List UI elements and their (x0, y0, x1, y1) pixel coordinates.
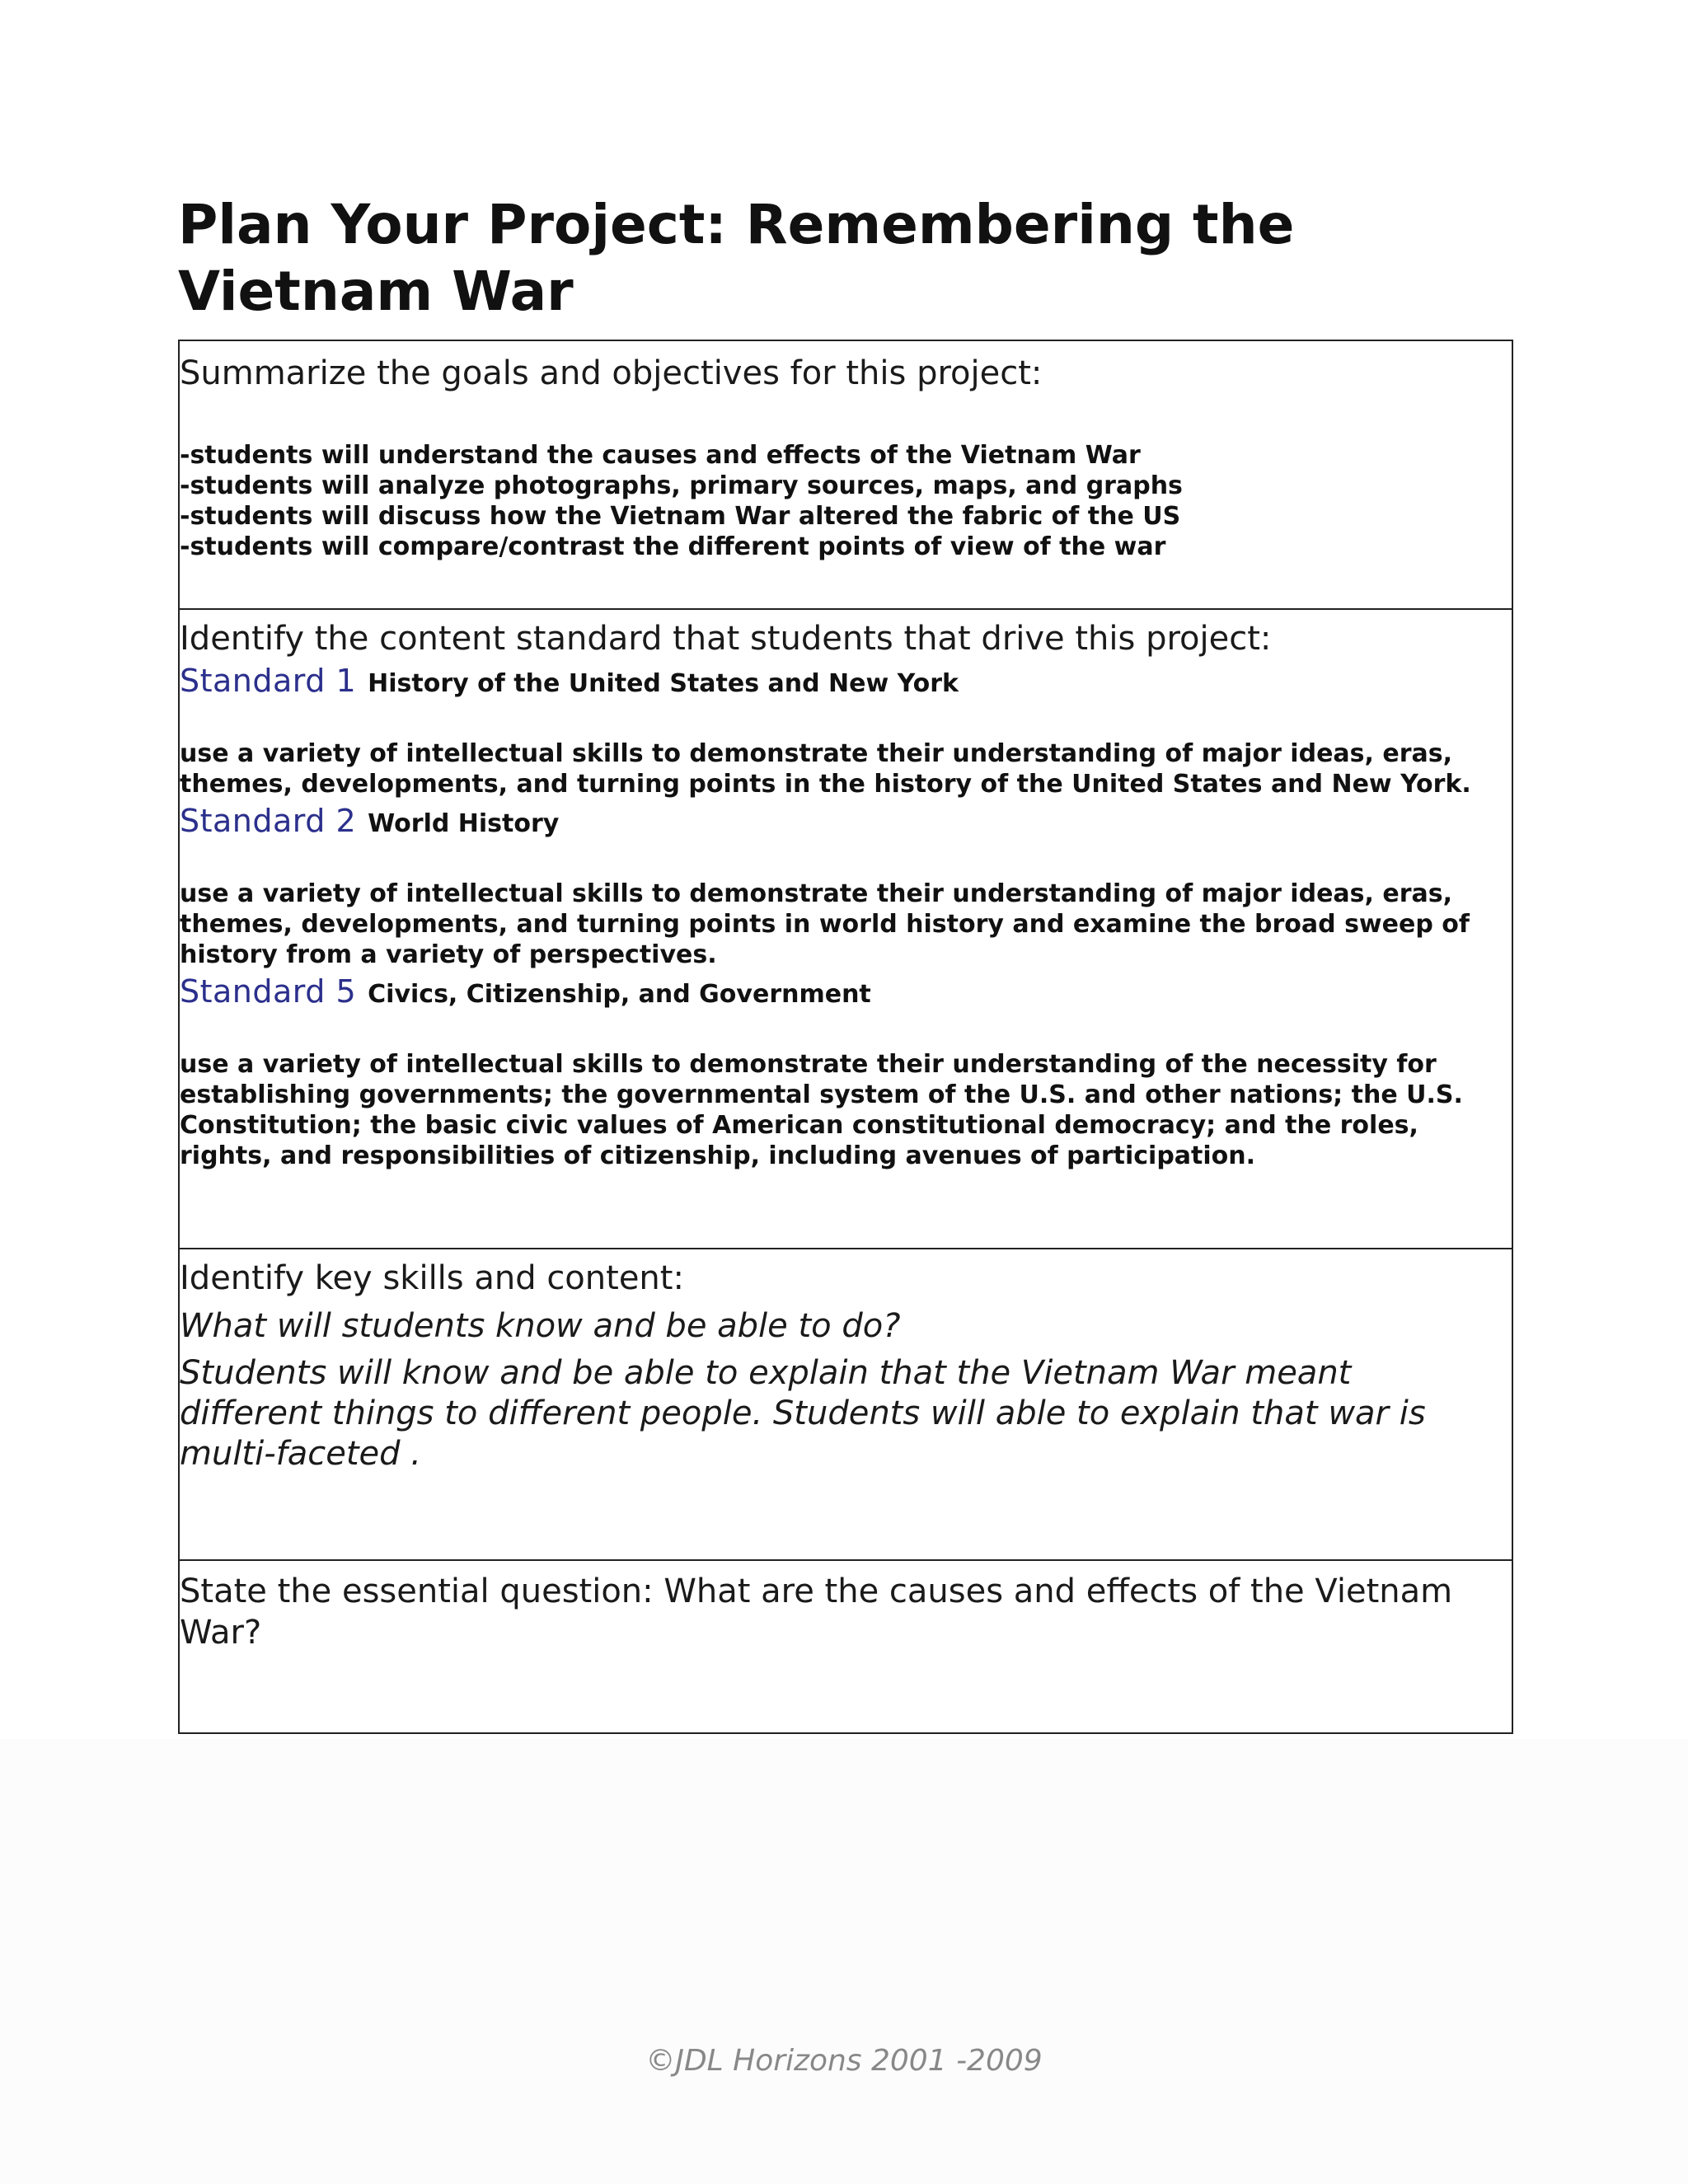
standard-5 (180, 973, 1512, 1171)
skills-prompt: Identify key skills and content: (180, 1259, 684, 1297)
standard-heading (180, 973, 1512, 1016)
essential-question-section (180, 1559, 1512, 1732)
goal-item: -students will analyze photographs, primary sources, maps, and graphs (180, 471, 1183, 500)
standard-label: Standard 5 (180, 973, 357, 1010)
skills-question: What will students know and be able to do? (180, 1307, 901, 1345)
standard-description: use a variety of intellectual skills to demonstrate their understanding of major ideas, eras, themes, developments, and turning points in the history of the United States and New York. (180, 739, 1471, 799)
standard-label: Standard 1 (180, 663, 357, 699)
goal-item: -students will understand the causes and effects of the Vietnam War (180, 441, 1141, 470)
standard-2 (180, 803, 1512, 970)
essential-question-prompt: State the essential question: What are the causes and effects of the Vietnam War? (180, 1572, 1453, 1652)
standard-title: History of the United States and New York (368, 669, 959, 698)
standard-description: use a variety of intellectual skills to demonstrate their understanding of the necessity for establishing governments; the governmental system of the U.S. and other nations; the U.S. Constitution; the basic civic values of American constitutional democracy; and the roles, rights, and responsibilities of citizenship, including avenues of participation. (180, 1050, 1463, 1170)
standard-heading (180, 663, 1512, 705)
page-title: Plan Your Project: Remembering the Vietnam War (178, 193, 1295, 323)
skills-answer: Students will know and be able to explain that the Vietnam War meant different things to different people. Students will able to explain that war is multi-faceted . (180, 1354, 1426, 1473)
standards-section (180, 608, 1512, 1248)
standard-title: World History (368, 809, 560, 838)
goal-item: -students will discuss how the Vietnam War altered the fabric of the US (180, 502, 1181, 531)
standard-label: Standard 2 (180, 803, 357, 839)
copyright-footer: ©JDL Horizons 2001 -2009 (645, 2044, 1043, 2078)
standard-description: use a variety of intellectual skills to demonstrate their understanding of major ideas, eras, themes, developments, and turning points in world history and examine the broad sweep of history from a variety of perspectives. (180, 879, 1470, 969)
goal-item: -students will compare/contrast the different points of view of the war (180, 532, 1166, 561)
goals-section (180, 341, 1512, 608)
skills-section (180, 1248, 1512, 1559)
standard-1 (180, 663, 1512, 799)
standard-heading (180, 803, 1512, 846)
standards-prompt: Identify the content standard that students that drive this project: (180, 620, 1272, 658)
goals-prompt: Summarize the goals and objectives for this project: (180, 354, 1043, 392)
standard-title: Civics, Citizenship, and Government (368, 980, 871, 1009)
goals-list (180, 440, 1512, 562)
project-plan-table (178, 340, 1513, 1734)
page-bottom-tint (0, 1739, 1688, 2184)
